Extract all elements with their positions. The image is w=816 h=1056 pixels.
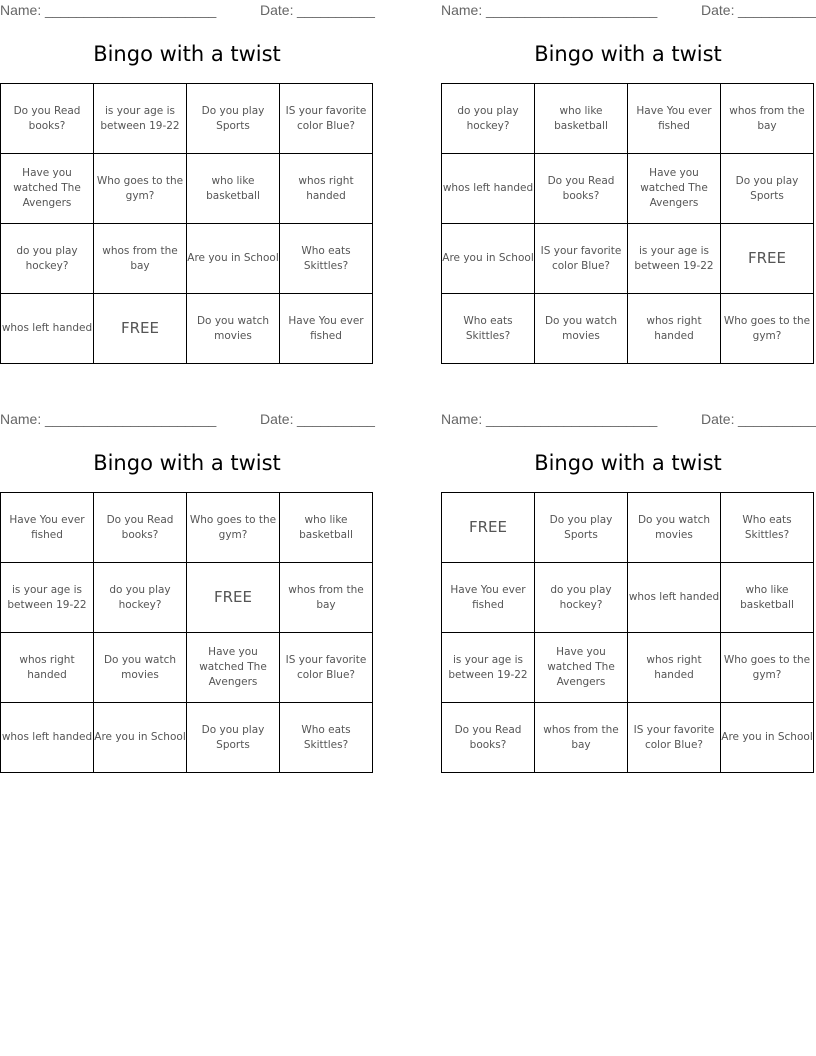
- bingo-cell[interactable]: Who goes to the gym?: [187, 493, 280, 563]
- date-field-line[interactable]: __________: [297, 2, 375, 18]
- name-field-line[interactable]: ______________________: [45, 2, 217, 18]
- bingo-cell[interactable]: is your age is between 19-22: [628, 224, 721, 294]
- bingo-cell[interactable]: Do you play Sports: [187, 84, 280, 154]
- name-label: Name:: [0, 2, 42, 18]
- bingo-cell[interactable]: Have You ever fished: [628, 84, 721, 154]
- bingo-cell[interactable]: Who goes to the gym?: [721, 294, 814, 364]
- bingo-cell[interactable]: Who eats Skittles?: [280, 703, 373, 773]
- bingo-cell[interactable]: whos left handed: [1, 703, 94, 773]
- bingo-cell[interactable]: whos left handed: [442, 154, 535, 224]
- bingo-cell[interactable]: whos left handed: [1, 294, 94, 364]
- name-field-line[interactable]: ______________________: [45, 411, 217, 427]
- bingo-cell[interactable]: who like basketball: [535, 84, 628, 154]
- bingo-cell[interactable]: who like basketball: [721, 563, 814, 633]
- bingo-cell[interactable]: Who goes to the gym?: [94, 154, 187, 224]
- bingo-cell[interactable]: whos from the bay: [721, 84, 814, 154]
- name-field-line[interactable]: ______________________: [486, 2, 658, 18]
- bingo-cell[interactable]: Who eats Skittles?: [280, 224, 373, 294]
- date-label: Date:: [260, 411, 294, 427]
- bingo-cell[interactable]: whos right handed: [280, 154, 373, 224]
- bingo-cell[interactable]: whos from the bay: [94, 224, 187, 294]
- bingo-cell[interactable]: Do you Read books?: [1, 84, 94, 154]
- bingo-cell[interactable]: do you play hockey?: [535, 563, 628, 633]
- date-field-line[interactable]: __________: [738, 2, 816, 18]
- bingo-cell[interactable]: Do you play Sports: [721, 154, 814, 224]
- bingo-cell[interactable]: whos right handed: [628, 633, 721, 703]
- grid-row: [1, 633, 373, 703]
- bingo-cell[interactable]: who like basketball: [187, 154, 280, 224]
- bingo-cell[interactable]: Have You ever fished: [442, 563, 535, 633]
- bingo-grid: [0, 492, 373, 773]
- bingo-cell[interactable]: Do you Read books?: [535, 154, 628, 224]
- grid-row: [1, 84, 373, 154]
- date-label: Date:: [701, 411, 735, 427]
- bingo-cell[interactable]: whos from the bay: [280, 563, 373, 633]
- free-space-cell[interactable]: FREE: [94, 294, 187, 364]
- bingo-cell[interactable]: Do you Read books?: [442, 703, 535, 773]
- free-space-cell[interactable]: FREE: [442, 493, 535, 563]
- bingo-cell[interactable]: IS your favorite color Blue?: [535, 224, 628, 294]
- grid-row: [1, 493, 373, 563]
- bingo-cell[interactable]: is your age is between 19-22: [94, 84, 187, 154]
- bingo-grid: [441, 83, 814, 364]
- name-label: Name:: [441, 2, 483, 18]
- grid-row: [1, 154, 373, 224]
- bingo-cell[interactable]: Have you watched The Avengers: [1, 154, 94, 224]
- bingo-cell[interactable]: Are you in School: [442, 224, 535, 294]
- bingo-cell[interactable]: IS your favorite color Blue?: [280, 84, 373, 154]
- name-date-row: [0, 2, 380, 20]
- date-label: Date:: [260, 2, 294, 18]
- grid-row: [442, 224, 814, 294]
- date-label: Date:: [701, 2, 735, 18]
- grid-row: [442, 84, 814, 154]
- free-space-cell[interactable]: FREE: [187, 563, 280, 633]
- grid-row: [442, 633, 814, 703]
- card-title: Bingo with a twist: [93, 451, 281, 475]
- bingo-cell[interactable]: Who goes to the gym?: [721, 633, 814, 703]
- grid-row: [442, 563, 814, 633]
- bingo-cell[interactable]: Are you in School: [187, 224, 280, 294]
- bingo-cell[interactable]: Do you watch movies: [628, 493, 721, 563]
- bingo-cell[interactable]: Do you watch movies: [535, 294, 628, 364]
- card-title: Bingo with a twist: [534, 42, 722, 66]
- bingo-cell[interactable]: IS your favorite color Blue?: [628, 703, 721, 773]
- bingo-cell[interactable]: whos right handed: [1, 633, 94, 703]
- bingo-cell[interactable]: Have you watched The Avengers: [535, 633, 628, 703]
- date-field-line[interactable]: __________: [297, 411, 375, 427]
- grid-row: [442, 493, 814, 563]
- bingo-cell[interactable]: do you play hockey?: [94, 563, 187, 633]
- grid-row: [442, 703, 814, 773]
- bingo-cell[interactable]: IS your favorite color Blue?: [280, 633, 373, 703]
- bingo-cell[interactable]: Who eats Skittles?: [442, 294, 535, 364]
- bingo-cell[interactable]: is your age is between 19-22: [442, 633, 535, 703]
- bingo-grid: [441, 492, 814, 773]
- bingo-cell[interactable]: Have you watched The Avengers: [187, 633, 280, 703]
- bingo-cell[interactable]: Are you in School: [94, 703, 187, 773]
- bingo-cell[interactable]: Do you watch movies: [94, 633, 187, 703]
- name-date-row: [441, 411, 816, 429]
- grid-row: [1, 703, 373, 773]
- bingo-cell[interactable]: Do you play Sports: [535, 493, 628, 563]
- bingo-cell[interactable]: Who eats Skittles?: [721, 493, 814, 563]
- grid-row: [442, 294, 814, 364]
- name-field-line[interactable]: ______________________: [486, 411, 658, 427]
- bingo-cell[interactable]: Have you watched The Avengers: [628, 154, 721, 224]
- bingo-grid: [0, 83, 373, 364]
- name-date-row: [0, 411, 380, 429]
- grid-row: [1, 294, 373, 364]
- name-label: Name:: [441, 411, 483, 427]
- grid-row: [1, 563, 373, 633]
- card-title: Bingo with a twist: [93, 42, 281, 66]
- bingo-cell[interactable]: whos right handed: [628, 294, 721, 364]
- bingo-cell[interactable]: do you play hockey?: [1, 224, 94, 294]
- bingo-cell[interactable]: Have You ever fished: [1, 493, 94, 563]
- bingo-cell[interactable]: whos left handed: [628, 563, 721, 633]
- bingo-cell[interactable]: do you play hockey?: [442, 84, 535, 154]
- bingo-cell[interactable]: who like basketball: [280, 493, 373, 563]
- bingo-cell[interactable]: Are you in School: [721, 703, 814, 773]
- bingo-cell[interactable]: Do you Read books?: [94, 493, 187, 563]
- name-date-row: [441, 2, 816, 20]
- bingo-cell[interactable]: is your age is between 19-22: [1, 563, 94, 633]
- grid-row: [1, 224, 373, 294]
- bingo-cell[interactable]: Have You ever fished: [280, 294, 373, 364]
- name-label: Name:: [0, 411, 42, 427]
- card-title: Bingo with a twist: [534, 451, 722, 475]
- bingo-cell[interactable]: whos from the bay: [535, 703, 628, 773]
- bingo-cell[interactable]: Do you play Sports: [187, 703, 280, 773]
- bingo-cell[interactable]: Do you watch movies: [187, 294, 280, 364]
- date-field-line[interactable]: __________: [738, 411, 816, 427]
- free-space-cell[interactable]: FREE: [721, 224, 814, 294]
- grid-row: [442, 154, 814, 224]
